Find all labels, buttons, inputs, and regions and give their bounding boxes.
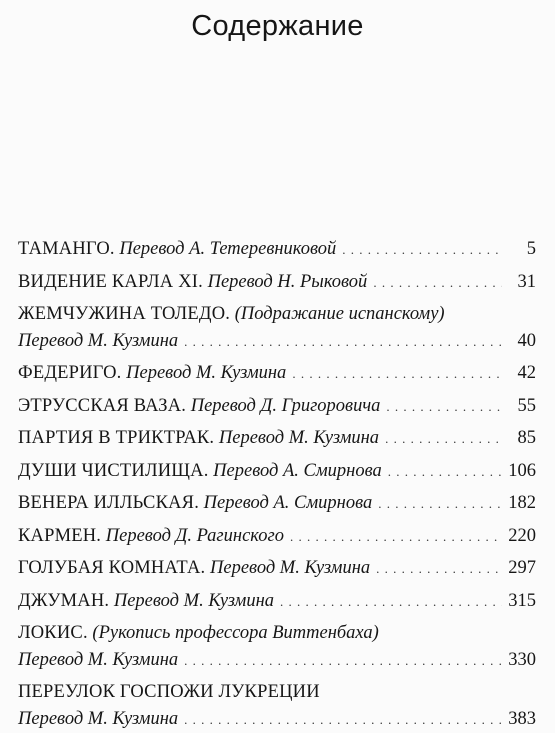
toc-entry — [18, 458, 536, 486]
translator-credit: Перевод М. Кузмина — [219, 425, 379, 452]
translator-credit: Перевод Н. Рыковой — [208, 269, 368, 296]
dot-leader — [342, 237, 502, 264]
dot-leader — [385, 426, 502, 453]
dot-leader — [184, 648, 502, 675]
story-subtitle: (Подражание испанскому) — [235, 301, 445, 328]
page-number: 85 — [508, 425, 536, 452]
toc-entry — [18, 236, 536, 264]
toc-entry — [18, 360, 536, 388]
page-number: 31 — [508, 269, 536, 296]
dot-leader — [184, 707, 502, 733]
dot-leader — [292, 361, 502, 388]
story-subtitle: (Рукопись профессора Виттенбаха) — [92, 620, 378, 647]
story-title: ТАМАНГО. — [18, 236, 115, 263]
page-number: 220 — [508, 523, 536, 550]
translator-credit: Перевод М. Кузмина — [18, 647, 178, 674]
translator-credit: Перевод Д. Рагинского — [106, 523, 284, 550]
translator-credit: Перевод М. Кузмина — [114, 588, 274, 615]
story-title: ПЕРЕУЛОК ГОСПОЖИ ЛУКРЕЦИИ — [18, 679, 320, 706]
story-title: ПАРТИЯ В ТРИКТРАК. — [18, 425, 214, 452]
translator-credit: Перевод Д. Григоровича — [191, 393, 381, 420]
table-of-contents — [18, 236, 536, 733]
translator-credit: Перевод М. Кузмина — [210, 555, 370, 582]
story-title: КАРМЕН. — [18, 523, 101, 550]
toc-entry — [18, 393, 536, 421]
dot-leader — [184, 329, 502, 356]
page-number: 106 — [508, 458, 536, 485]
translator-credit: Перевод А. Смирнова — [204, 490, 373, 517]
toc-entry — [18, 269, 536, 297]
story-title: ЖЕМЧУЖИНА ТОЛЕДО. — [18, 301, 230, 328]
toc-entry — [18, 425, 536, 453]
page-number: 383 — [508, 706, 536, 733]
dot-leader — [378, 491, 502, 518]
dot-leader — [386, 394, 502, 421]
toc-entry — [18, 490, 536, 518]
dot-leader — [376, 556, 502, 583]
page-title: Содержание — [0, 10, 555, 43]
translator-credit: Перевод М. Кузмина — [126, 360, 286, 387]
dot-leader — [373, 270, 502, 297]
dot-leader — [290, 524, 502, 551]
toc-entry — [18, 301, 536, 355]
page-number: 315 — [508, 588, 536, 615]
page-number: 40 — [508, 328, 536, 355]
page-number: 297 — [508, 555, 536, 582]
dot-leader — [280, 589, 502, 616]
story-title: ФЕДЕРИГО. — [18, 360, 122, 387]
toc-entry — [18, 679, 536, 733]
page-number: 55 — [508, 393, 536, 420]
page-number: 182 — [508, 490, 536, 517]
story-title: ЛОКИС. — [18, 620, 88, 647]
toc-entry — [18, 523, 536, 551]
translator-credit: Перевод А. Смирнова — [213, 458, 382, 485]
story-title: ДЖУМАН. — [18, 588, 109, 615]
page-number: 42 — [508, 360, 536, 387]
toc-entry — [18, 555, 536, 583]
page-number: 330 — [508, 647, 536, 674]
story-title: ВЕНЕРА ИЛЛЬСКАЯ. — [18, 490, 199, 517]
toc-entry — [18, 620, 536, 674]
story-title: ВИДЕНИЕ КАРЛА XI. — [18, 269, 203, 296]
story-title: ЭТРУССКАЯ ВАЗА. — [18, 393, 186, 420]
translator-credit: Перевод А. Тетеревниковой — [119, 236, 336, 263]
dot-leader — [388, 459, 502, 486]
story-title: ДУШИ ЧИСТИЛИЩА. — [18, 458, 209, 485]
translator-credit: Перевод М. Кузмина — [18, 706, 178, 733]
toc-entry — [18, 588, 536, 616]
story-title: ГОЛУБАЯ КОМНАТА. — [18, 555, 205, 582]
translator-credit: Перевод М. Кузмина — [18, 328, 178, 355]
page-number: 5 — [508, 236, 536, 263]
